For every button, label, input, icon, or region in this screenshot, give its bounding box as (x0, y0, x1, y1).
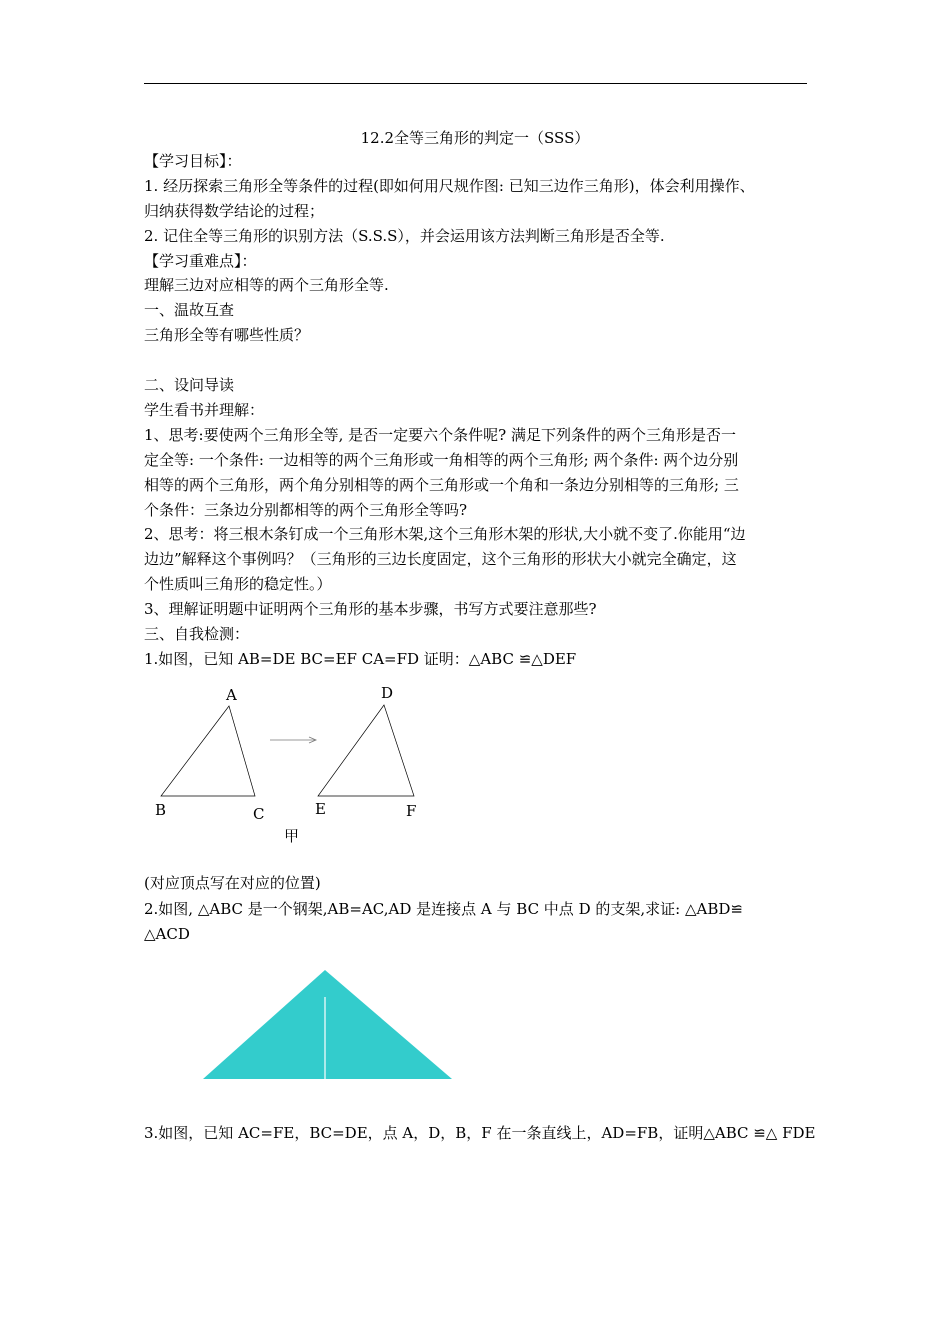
text-line: 3.如图，已知 AC=FE，BC=DE，点 A，D，B，F 在一条直线上，AD=FB，证明△ABC ≌△ FDE (144, 1124, 816, 1142)
text-line: 定全等: 一个条件: 一边相等的两个三角形或一角相等的两个三角形; 两个条件: 两个边分别 (144, 451, 739, 469)
text-line: 2、思考：将三根木条钉成一个三角形木架,这个三角形木架的形状,大小就不变了.你能用“边 (144, 525, 746, 543)
text-line: 边边”解释这个事例吗？（三角形的三边长度固定，这个三角形的形状大小就完全确定，这 (144, 550, 737, 568)
triangle-abc (161, 706, 255, 796)
text-line: 2. 记住全等三角形的识别方法（S.S.S），并会运用该方法判断三角形是否全等. (144, 227, 665, 245)
label-c: C (253, 805, 265, 823)
page-title: 12.2全等三角形的判定一（SSS） (360, 129, 590, 147)
text-line: 1. 经历探索三角形全等条件的过程(即如何用尺规作图: 已知三边作三角形)，体会利用操作、 (144, 177, 755, 195)
text-line: 3、理解证明题中证明两个三角形的基本步骤，书写方式要注意那些? (144, 600, 597, 618)
text-line: 1、思考:要使两个三角形全等, 是否一定要六个条件呢? 满足下列条件的两个三角形是否一 (144, 426, 736, 444)
text-line: 2.如图, △ABC 是一个钢架,AB=AC,AD 是连接点 A 与 BC 中点 D 的支架,求证: △ABD≌ (144, 900, 743, 918)
text-line: 三、自我检测： (144, 625, 250, 643)
text-line: △ACD (144, 925, 190, 943)
label-e: E (315, 800, 326, 818)
text-line: 【学习重难点】： (144, 252, 257, 270)
text-line: 个性质叫三角形的稳定性。） (144, 575, 332, 593)
text-line: 三角形全等有哪些性质？ (144, 326, 310, 344)
text-line: 学生看书并理解： (144, 401, 265, 419)
header-rule (144, 83, 807, 84)
text-line: 二、设问导读 (144, 376, 235, 394)
text-line: 相等的两个三角形，两个角分别相等的两个三角形或一个角和一条边分别相等的三角形; 三 (144, 476, 739, 494)
text-line: 1.如图，已知 AB=DE BC=EF CA=FD 证明：△ABC ≌△DEF (144, 650, 577, 668)
figure-congruent-triangles (0, 680, 950, 860)
text-line: 理解三边对应相等的两个三角形全等. (144, 276, 389, 294)
label-a: A (226, 686, 237, 704)
label-d: D (381, 684, 394, 702)
figure-steel-frame (0, 965, 950, 1085)
figure-caption: 甲 (284, 827, 300, 845)
text-line: 归纳获得数学结论的过程； (144, 202, 325, 220)
text-line: (对应顶点写在对应的位置) (144, 874, 321, 892)
label-f: F (406, 802, 417, 820)
triangle-frame (203, 970, 452, 1079)
triangle-def (318, 705, 414, 796)
text-line: 一、温故互查 (144, 301, 235, 319)
label-b: B (155, 801, 167, 819)
text-line: 【学习目标】： (144, 152, 242, 170)
text-line: 个条件：三条边分别都相等的两个三角形全等吗? (144, 501, 468, 519)
